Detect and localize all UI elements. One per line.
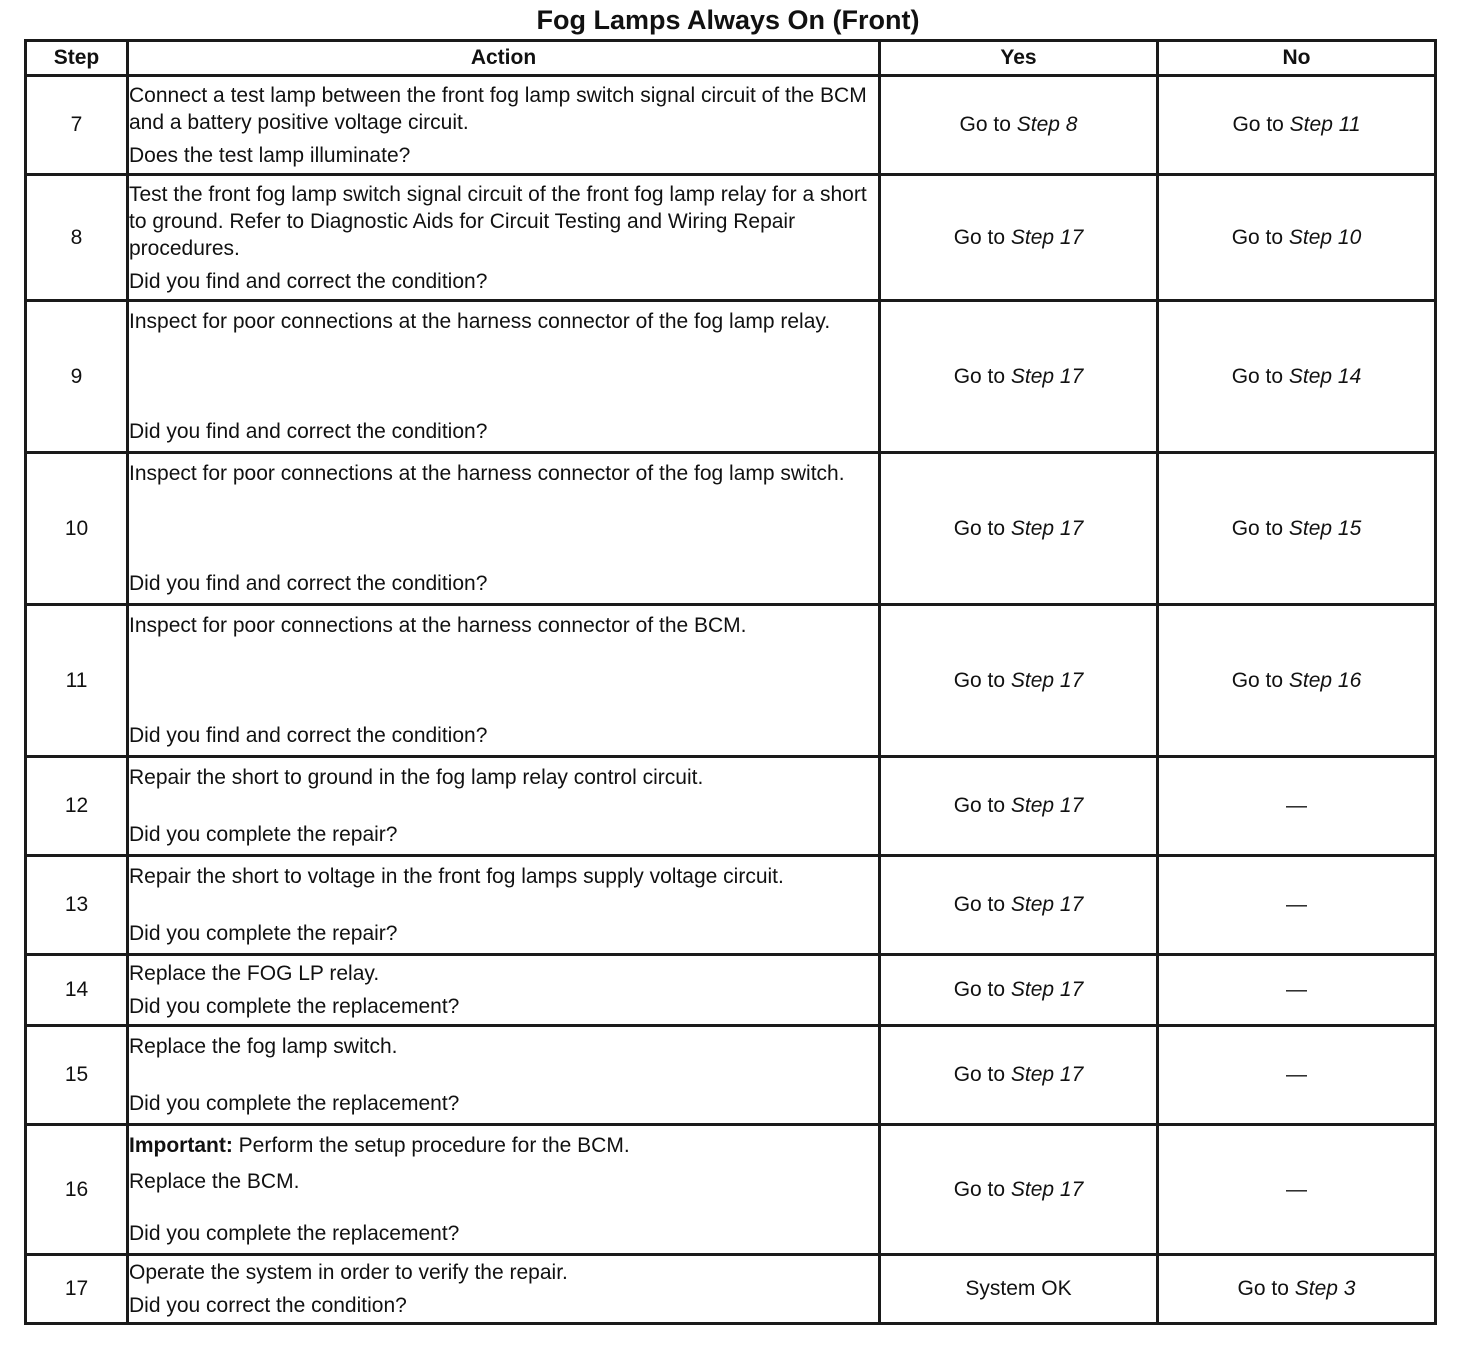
- action-instruction: Repair the short to ground in the fog lamp relay control circuit.: [129, 766, 704, 789]
- action-question: Did you complete the replacement?: [129, 995, 460, 1018]
- action-instruction: Repair the short to voltage in the front fog lamps supply voltage circuit.: [129, 865, 784, 888]
- table-row: [26, 856, 1436, 955]
- action-cell: [128, 955, 880, 1026]
- step-number: 8: [26, 175, 128, 301]
- yes-result: [880, 1026, 1158, 1125]
- no-result: [1158, 1255, 1436, 1324]
- step-reference: Step 17: [1010, 1063, 1084, 1086]
- goto-prefix: Go to: [953, 668, 1011, 692]
- step-reference: Step 17: [1010, 794, 1084, 817]
- goto-prefix: Go to: [1231, 225, 1289, 249]
- action-cell: [128, 1125, 880, 1255]
- action-instruction: Test the front fog lamp switch signal circuit of the front fog lamp relay for a short to ground. Refer to Diagnostic Aids for Circuit Testing and Wiring Repair procedures.: [129, 182, 867, 260]
- yes-result: [880, 453, 1158, 605]
- goto-prefix: Go to: [953, 978, 1011, 1001]
- step-reference: Step 17: [1010, 1177, 1084, 1201]
- step-reference: Step 17: [1010, 225, 1084, 249]
- action-question: Did you complete the replacement?: [129, 1092, 460, 1115]
- step-reference: Step 17: [1010, 668, 1084, 692]
- goto-prefix: Go to: [1231, 516, 1289, 540]
- step-number: 17: [26, 1255, 128, 1324]
- goto-prefix: Go to: [953, 516, 1011, 540]
- table-row: [26, 955, 1436, 1026]
- goto-prefix: Go to: [953, 893, 1011, 916]
- result-text: System OK: [965, 1277, 1072, 1300]
- table-row: [26, 1026, 1436, 1125]
- goto-prefix: Go to: [1232, 113, 1290, 136]
- goto-prefix: Go to: [953, 1063, 1011, 1086]
- action-cell: [128, 175, 880, 301]
- goto-prefix: Go to: [953, 364, 1011, 388]
- goto-prefix: Go to: [1231, 364, 1289, 388]
- action-question: Did you correct the condition?: [129, 1294, 407, 1317]
- action-instruction: Inspect for poor connections at the harness connector of the fog lamp switch.: [129, 462, 845, 485]
- step-reference: Step 17: [1010, 516, 1084, 540]
- step-number: 13: [26, 856, 128, 955]
- action-cell: [128, 1026, 880, 1125]
- action-question: Did you find and correct the condition?: [129, 420, 488, 443]
- action-question: Does the test lamp illuminate?: [129, 143, 411, 167]
- header-action: Action: [128, 41, 880, 76]
- step-number: 16: [26, 1125, 128, 1255]
- goto-prefix: Go to: [1237, 1277, 1295, 1300]
- header-step: Step: [26, 41, 128, 76]
- action-cell: [128, 757, 880, 856]
- no-result-dash: —: [1286, 1063, 1307, 1086]
- header-no: No: [1158, 41, 1436, 76]
- no-result: [1158, 1125, 1436, 1255]
- step-number: 11: [26, 605, 128, 757]
- no-result: [1158, 605, 1436, 757]
- step-reference: Step 14: [1288, 364, 1362, 388]
- no-result: [1158, 856, 1436, 955]
- step-number: 7: [26, 76, 128, 175]
- table-body: [26, 76, 1436, 1324]
- no-result: [1158, 76, 1436, 175]
- action-question: Did you find and correct the condition?: [129, 269, 488, 293]
- yes-result: [880, 175, 1158, 301]
- goto-prefix: Go to: [953, 225, 1011, 249]
- table-row: [26, 301, 1436, 453]
- action-cell: [128, 856, 880, 955]
- no-result: [1158, 301, 1436, 453]
- goto-prefix: Go to: [953, 1177, 1011, 1201]
- step-reference: Step 8: [1016, 113, 1078, 136]
- step-reference: Step 16: [1288, 668, 1362, 692]
- action-cell: [128, 605, 880, 757]
- action-cell: [128, 453, 880, 605]
- action-question: Did you find and correct the condition?: [129, 724, 488, 747]
- table-row: [26, 1255, 1436, 1324]
- action-instruction: Perform the setup procedure for the BCM.: [232, 1134, 630, 1157]
- table-row: [26, 76, 1436, 175]
- table-row: [26, 605, 1436, 757]
- yes-result: [880, 301, 1158, 453]
- page-title: Fog Lamps Always On (Front): [536, 5, 920, 35]
- yes-result: [880, 955, 1158, 1026]
- action-instruction: Replace the BCM.: [129, 1170, 300, 1193]
- action-instruction: Replace the FOG LP relay.: [129, 962, 380, 985]
- yes-result: [880, 1125, 1158, 1255]
- no-result: [1158, 1026, 1436, 1125]
- table-row: [26, 175, 1436, 301]
- header-row: [26, 41, 1436, 76]
- yes-result: [880, 76, 1158, 175]
- action-cell: [128, 301, 880, 453]
- action-instruction: Connect a test lamp between the front fog lamp switch signal circuit of the BCM and a battery positive voltage circuit.: [129, 83, 867, 134]
- action-question: Did you complete the repair?: [129, 922, 398, 945]
- action-instruction: Inspect for poor connections at the harness connector of the fog lamp relay.: [129, 310, 831, 333]
- step-number: 10: [26, 453, 128, 605]
- step-reference: Step 17: [1010, 978, 1084, 1001]
- table-row: [26, 757, 1436, 856]
- header-yes: Yes: [880, 41, 1158, 76]
- step-number: 9: [26, 301, 128, 453]
- goto-prefix: Go to: [1231, 668, 1289, 692]
- step-number: 12: [26, 757, 128, 856]
- yes-result: [880, 605, 1158, 757]
- action-cell: [128, 76, 880, 175]
- no-result: [1158, 175, 1436, 301]
- yes-result: [880, 1255, 1158, 1324]
- action-instruction: Inspect for poor connections at the harness connector of the BCM.: [129, 614, 747, 637]
- no-result-dash: —: [1286, 893, 1307, 916]
- step-number: 15: [26, 1026, 128, 1125]
- action-question: Did you find and correct the condition?: [129, 572, 488, 595]
- step-reference: Step 17: [1010, 893, 1084, 916]
- step-reference: Step 10: [1288, 225, 1362, 249]
- goto-prefix: Go to: [959, 113, 1017, 136]
- goto-prefix: Go to: [953, 794, 1011, 817]
- step-reference: Step 17: [1010, 364, 1084, 388]
- action-question: Did you complete the replacement?: [129, 1222, 460, 1245]
- yes-result: [880, 856, 1158, 955]
- no-result-dash: —: [1286, 978, 1307, 1001]
- no-result: [1158, 453, 1436, 605]
- step-number: 14: [26, 955, 128, 1026]
- no-result: [1158, 955, 1436, 1026]
- no-result: [1158, 757, 1436, 856]
- action-question: Did you complete the repair?: [129, 823, 398, 846]
- step-reference: Step 3: [1294, 1277, 1356, 1300]
- no-result-dash: —: [1286, 1177, 1307, 1201]
- step-reference: Step 15: [1288, 516, 1362, 540]
- diagnostic-table: [24, 39, 1437, 1325]
- step-reference: Step 11: [1289, 113, 1361, 136]
- no-result-dash: —: [1286, 794, 1307, 817]
- action-instruction: Operate the system in order to verify the repair.: [129, 1261, 568, 1284]
- table-row: [26, 453, 1436, 605]
- action-cell: [128, 1255, 880, 1324]
- yes-result: [880, 757, 1158, 856]
- table-row: [26, 1125, 1436, 1255]
- action-instruction: Replace the fog lamp switch.: [129, 1035, 398, 1058]
- important-label: Important:: [129, 1134, 233, 1157]
